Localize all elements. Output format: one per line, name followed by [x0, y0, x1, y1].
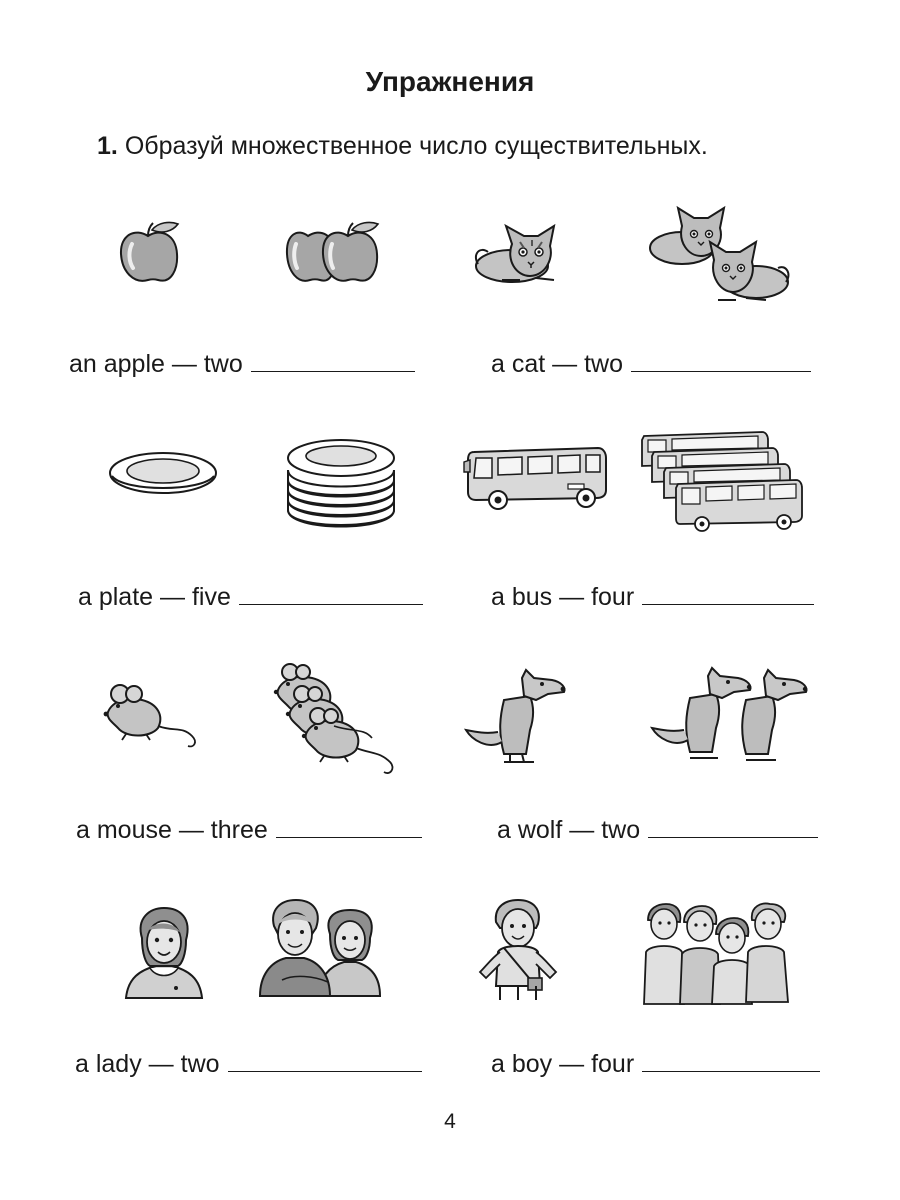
answer-line-boy [491, 1050, 820, 1079]
dash: — [559, 583, 585, 611]
dash: — [178, 816, 204, 844]
plural-count: two [601, 816, 641, 844]
plate-icon [108, 450, 218, 496]
page-number: 4 [444, 1110, 456, 1133]
exercise-title: Упражнения [365, 66, 535, 97]
answer-blank[interactable] [642, 586, 814, 605]
two-ladies-icon [258, 900, 382, 996]
plural-count: two [584, 350, 624, 378]
cat-icon [472, 224, 576, 286]
four-buses-icon [638, 430, 804, 532]
dash: — [148, 1050, 174, 1078]
singular-noun: a wolf [497, 816, 563, 844]
three-mice-icon [272, 662, 402, 776]
task-instruction [97, 132, 708, 161]
singular-noun: a mouse [76, 816, 172, 844]
plural-count: four [591, 583, 635, 611]
stack-of-plates-icon [284, 436, 398, 532]
answer-blank[interactable] [276, 819, 422, 838]
dash: — [160, 583, 186, 611]
dash: — [171, 350, 197, 378]
answer-blank[interactable] [251, 353, 415, 372]
plural-count: two [180, 1050, 220, 1078]
four-boys-icon [640, 904, 790, 1004]
singular-noun: a plate [78, 583, 154, 611]
two-apples-icon [286, 222, 386, 284]
dash: — [569, 816, 595, 844]
answer-line-apple [69, 350, 415, 379]
singular-noun: a boy [491, 1050, 553, 1078]
answer-blank[interactable] [239, 586, 423, 605]
plural-count: two [203, 350, 243, 378]
dash: — [552, 350, 578, 378]
answer-line-bus [491, 583, 814, 612]
answer-line-lady [75, 1050, 422, 1079]
plural-count: four [591, 1050, 635, 1078]
singular-noun: a bus [491, 583, 553, 611]
lady-icon [124, 908, 204, 998]
task-number: 1. [97, 132, 118, 160]
boy-icon [478, 900, 558, 1000]
apple-icon [118, 222, 188, 284]
mouse-icon [102, 684, 202, 754]
answer-line-mouse [76, 816, 422, 845]
answer-blank[interactable] [648, 819, 818, 838]
two-cats-icon [646, 204, 792, 306]
dash: — [559, 1050, 585, 1078]
task-text: Образуй множественное число существительных. [124, 132, 708, 160]
answer-blank[interactable] [228, 1053, 422, 1072]
answer-blank[interactable] [631, 353, 811, 372]
singular-noun: a cat [491, 350, 546, 378]
answer-line-cat [491, 350, 811, 379]
answer-blank[interactable] [642, 1053, 820, 1072]
wolf-icon [464, 670, 570, 764]
singular-noun: an apple [69, 350, 165, 378]
bus-icon [462, 444, 608, 512]
two-wolves-icon [650, 668, 806, 764]
answer-line-wolf [497, 816, 818, 845]
singular-noun: a lady [75, 1050, 142, 1078]
plural-count: three [210, 816, 268, 844]
answer-line-plate [78, 583, 423, 612]
plural-count: five [191, 583, 231, 611]
